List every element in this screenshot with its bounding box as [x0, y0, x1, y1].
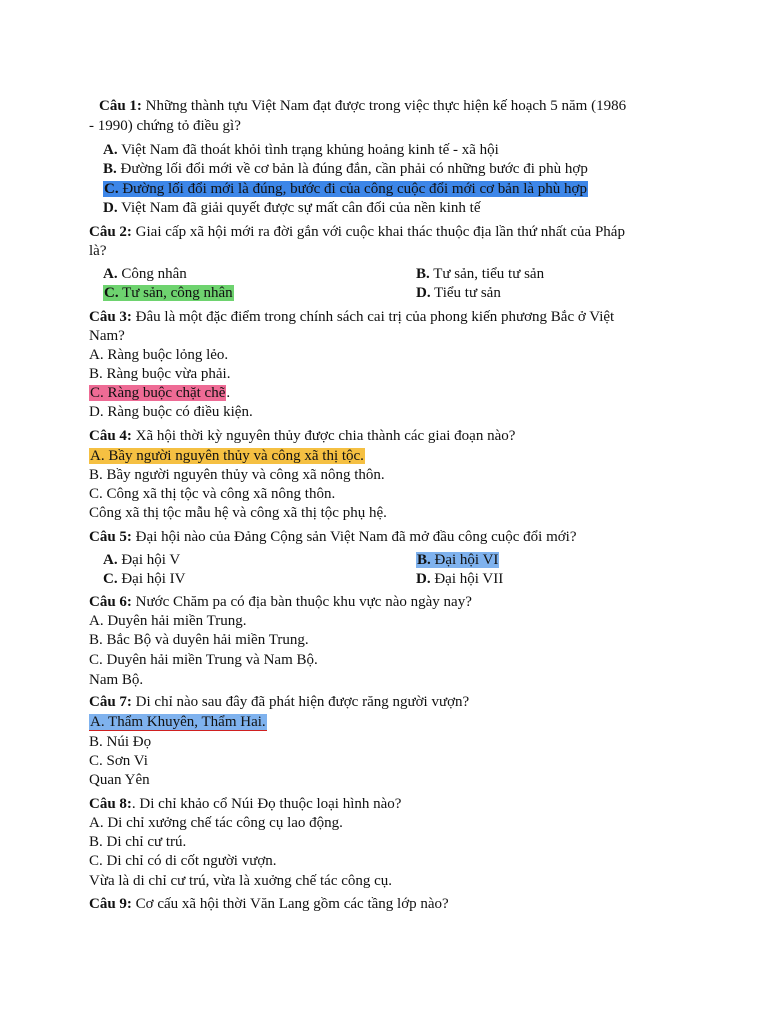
question-number: Câu 3: [89, 309, 132, 325]
q6-option-b: B. Bắc Bộ và duyên hải miền Trung. [89, 632, 309, 648]
q3-option-b: B. Ràng buộc vừa phải. [89, 366, 231, 382]
q8-option-a: A. Di chỉ xưởng chế tác công cụ lao động. [89, 815, 343, 831]
question-6-stem: Câu 6: Nước Chăm pa có địa bàn thuộc khu vực nào ngày nay? [89, 594, 472, 610]
answer-highlight: C. Đường lối đổi mới là đúng, bước đi của công cuộc đổi mới cơ bản là phù hợp [104, 181, 587, 197]
q1-option-d: D. Việt Nam đã giải quyết được sự mất cân đối của nền kinh tế [103, 200, 481, 216]
q3-option-d: D. Ràng buộc có điều kiện. [89, 404, 253, 420]
q8-option-b: B. Di chỉ cư trú. [89, 834, 187, 850]
question-4-stem: Câu 4: Xã hội thời kỳ nguyên thủy được chia thành các giai đoạn nào? [89, 428, 516, 444]
q5-option-a: A. Đại hội V [103, 552, 181, 568]
q4-option-a [89, 447, 365, 466]
question-number: Câu 5: [89, 529, 132, 545]
q7-option-c: C. Sơn Vi [89, 753, 148, 769]
q7-option-d: Quan Yên [89, 772, 150, 788]
question-number: Câu 8: [89, 796, 132, 812]
answer-highlight: C. Tư sản, công nhân [104, 285, 233, 301]
question-2-stem: Câu 2: Giai cấp xã hội mới ra đời gắn với cuộc khai thác thuộc địa lần thứ nhất của Pháp [89, 224, 625, 240]
question-number: Câu 2: [89, 224, 132, 240]
q2-option-d: D. Tiểu tư sản [416, 285, 501, 301]
q6-option-d: Nam Bộ. [89, 672, 144, 688]
q5-option-b [416, 551, 499, 570]
q2-option-c [103, 284, 234, 303]
q1-option-a: A. Việt Nam đã thoát khỏi tình trạng khủng hoảng kinh tế - xã hội [103, 142, 499, 158]
q3-option-a: A. Ràng buộc lỏng lẻo. [89, 347, 229, 363]
q4-option-d: Công xã thị tộc mẫu hệ và công xã thị tộc phụ hệ. [89, 505, 387, 521]
question-number: Câu 9: [89, 896, 132, 912]
question-3-stem: Câu 3: Đâu là một đặc điểm trong chính sách cai trị của phong kiến phương Bắc ở Việt [89, 309, 615, 325]
q7-option-b: B. Núi Đọ [89, 734, 152, 750]
q2-option-a: A. Công nhân [103, 266, 187, 282]
question-1-stem: Câu 1: Những thành tựu Việt Nam đạt được trong việc thực hiện kế hoạch 5 năm (1986 [99, 98, 627, 114]
q1-option-c [103, 180, 588, 199]
q1-option-b: B. Đường lối đổi mới về cơ bản là đúng đắn, cần phải có những bước đi phù hợp [103, 161, 588, 177]
answer-highlight: B. Đại hội VI [417, 552, 499, 568]
question-7-stem: Câu 7: Di chỉ nào sau đây đã phát hiện được răng người vượn? [89, 694, 470, 710]
question-1-stem-cont: - 1990) chứng tỏ điều gì? [89, 118, 241, 134]
q2-option-b: B. Tư sản, tiểu tư sản [416, 266, 545, 282]
question-3-stem-cont: Nam? [89, 328, 125, 344]
q6-option-c: C. Duyên hải miền Trung và Nam Bộ. [89, 652, 318, 668]
q3-option-c: C. Ràng buộc chặt chẽ. [90, 385, 231, 401]
question-5-stem: Câu 5: Đại hội nào của Đảng Cộng sản Việt Nam đã mở đầu công cuộc đổi mới? [89, 529, 577, 545]
question-number: Câu 1: [99, 98, 142, 114]
question-number: Câu 7: [89, 694, 132, 710]
q4-option-b: B. Bầy người nguyên thủy và công xã nông thôn. [89, 467, 385, 483]
question-2-stem-cont: là? [89, 243, 107, 259]
question-number: Câu 4: [89, 428, 132, 444]
question-8-stem: Câu 8:. Di chỉ khảo cổ Núi Đọ thuộc loại hình nào? [89, 796, 402, 812]
question-9-stem: Câu 9: Cơ cấu xã hội thời Văn Lang gồm các tầng lớp nào? [89, 896, 449, 912]
q5-option-d: D. Đại hội VII [416, 571, 504, 587]
answer-highlight: A. Bầy người nguyên thủy và công xã thị tộc. [90, 448, 364, 464]
q8-option-c: C. Di chỉ có di cốt người vượn. [89, 853, 277, 869]
q6-option-a: A. Duyên hải miền Trung. [89, 613, 247, 629]
q7-option-a [89, 713, 267, 732]
q4-option-c: C. Công xã thị tộc và công xã nông thôn. [89, 486, 336, 502]
q5-option-c: C. Đại hội IV [103, 571, 186, 587]
question-number: Câu 6: [89, 594, 132, 610]
q8-option-d: Vừa là di chỉ cư trú, vừa là xuởng chế tác công cụ. [89, 873, 393, 889]
answer-highlight: C. Ràng buộc chặt chẽ [90, 385, 226, 401]
answer-highlight: A. Thẩm Khuyên, Thẩm Hai. [90, 714, 266, 730]
